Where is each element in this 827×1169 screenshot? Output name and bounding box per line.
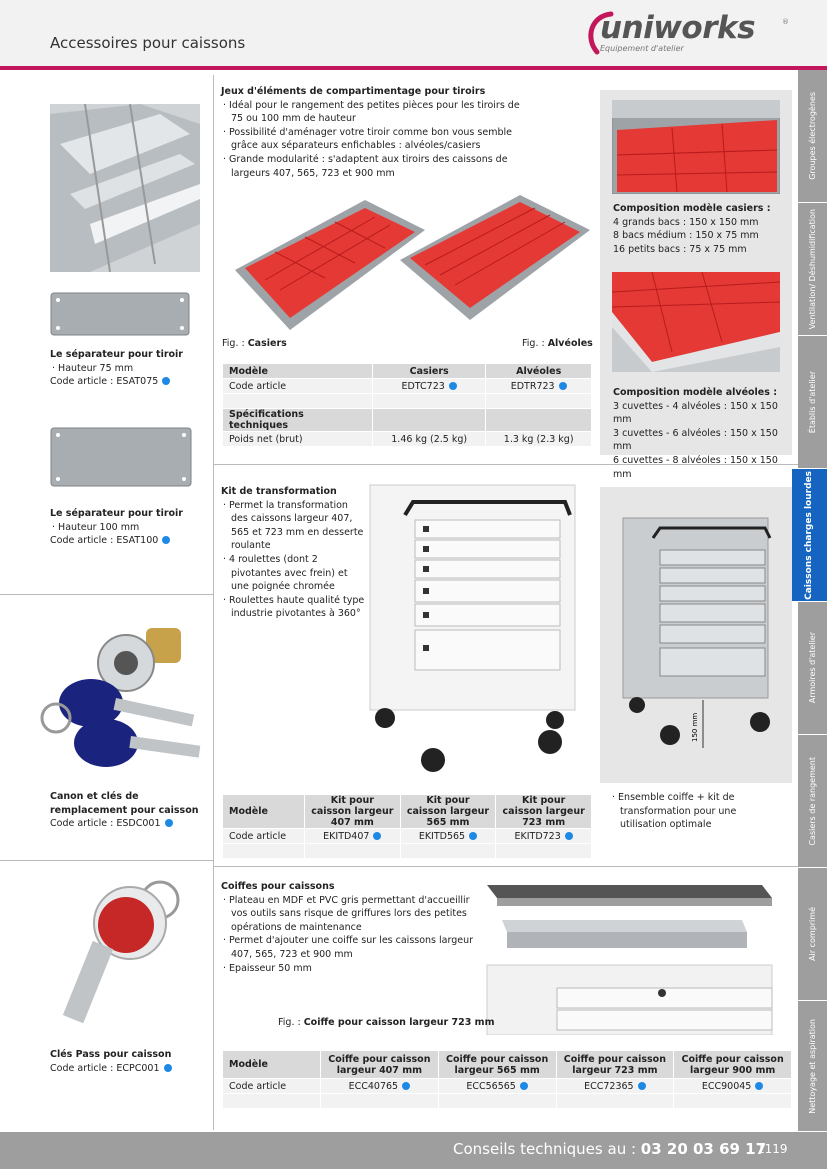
- info-dot-icon: [165, 819, 173, 827]
- bullet-item: · Roulettes haute qualité type industrie pivotantes à 360°: [223, 594, 365, 620]
- table-cell: 1.46 kg (2.5 kg): [373, 432, 486, 447]
- info-dot-icon: [520, 1082, 528, 1090]
- tab-etablis[interactable]: Établis d'atelier: [798, 336, 827, 469]
- composition-line: 16 petits bacs : 75 x 75 mm: [613, 243, 747, 255]
- tab-air-comprime[interactable]: Air comprimé: [798, 868, 827, 1001]
- composition-line: 4 grands bacs : 150 x 150 mm: [613, 216, 759, 228]
- tab-casiers[interactable]: Casiers de rangement: [798, 735, 827, 868]
- item-code: Code article : ECPC001: [50, 1062, 210, 1076]
- item-title: Canon et clés de remplacement pour caisson: [50, 791, 199, 816]
- kit-table: [222, 794, 592, 859]
- info-dot-icon: [164, 1064, 172, 1072]
- table-header-cell: Casiers: [373, 364, 486, 379]
- kit-assembled-photo: [615, 510, 780, 760]
- table-cell: ECC90045: [674, 1079, 792, 1094]
- info-dot-icon: [373, 832, 381, 840]
- table-cell: Code article: [223, 379, 373, 394]
- compartment-table: [222, 363, 592, 447]
- logo-registered: ®: [782, 18, 789, 26]
- composition-title: Composition modèle alvéoles :: [613, 387, 777, 398]
- table-cell: EDTC723: [373, 379, 486, 394]
- column-divider: [213, 75, 214, 1130]
- drawer-divider-photo: [50, 104, 200, 272]
- separator-100-block: [50, 507, 210, 548]
- info-dot-icon: [469, 832, 477, 840]
- table-cell: EKITD565: [400, 829, 496, 844]
- item-code: Code article : ESAT075: [50, 375, 210, 389]
- composition-line: 3 cuvettes - 4 alvéoles : 150 x 150 mm: [613, 400, 778, 426]
- composition-line: 6 cuvettes - 8 alvéoles : 150 x 150 mm: [613, 454, 778, 480]
- item-title: Clés Pass pour caisson: [50, 1049, 172, 1060]
- info-dot-icon: [565, 832, 573, 840]
- category-sidebar: [798, 70, 827, 1132]
- composition-title: Composition modèle casiers :: [613, 203, 771, 214]
- table-header-cell: Modèle: [223, 1051, 321, 1079]
- item-title: Le séparateur pour tiroir: [50, 349, 183, 360]
- pass-key-block: [50, 1048, 210, 1075]
- separator-100-image: [50, 427, 192, 487]
- table-cell: Code article: [223, 1079, 321, 1094]
- fig-alveoles-caption: Fig. : Alvéoles: [522, 338, 593, 349]
- page-title: Accessoires pour caissons: [50, 34, 246, 52]
- section-divider: [213, 866, 798, 867]
- coiffe-text: [221, 880, 481, 975]
- left-divider: [0, 594, 213, 595]
- table-cell: Poids net (brut): [223, 432, 373, 447]
- section-title: Coiffes pour caissons: [221, 881, 335, 892]
- coiffe-image: [482, 880, 774, 1035]
- bullet-item: · Possibilité d'aménager votre tiroir comme bon vous semble grâce aux séparateurs enfichables : alvéoles/casiers: [223, 126, 512, 152]
- brand-logo: uniworks: [600, 10, 756, 46]
- info-dot-icon: [402, 1082, 410, 1090]
- bullet-item: · Epaisseur 50 mm: [223, 962, 312, 974]
- composition-line: 3 cuvettes - 6 alvéoles : 150 x 150 mm: [613, 427, 778, 453]
- lock-block: [50, 790, 210, 831]
- item-code: Code article : ESAT100: [50, 534, 210, 548]
- info-dot-icon: [559, 382, 567, 390]
- header-rule: [0, 66, 827, 70]
- table-header-cell: Kit pour caisson largeur 723 mm: [496, 795, 592, 829]
- kit-note: · Ensemble coiffe + kit de transformation pour une utilisation optimale: [612, 792, 737, 831]
- bullet-item: · 4 roulettes (dont 2 pivotantes avec frein) et une poignée chromée: [223, 553, 348, 593]
- table-header-cell: Modèle: [223, 364, 373, 379]
- table-cell: EKITD407: [305, 829, 401, 844]
- bullet-item: · Grande modularité : s'adaptent aux tiroirs des caissons de largeurs 407, 565, 723 et 900 mm: [223, 153, 508, 179]
- table-header-cell: Coiffe pour caisson largeur 723 mm: [556, 1051, 674, 1079]
- tab-armoires[interactable]: Armoires d'atelier: [798, 602, 827, 735]
- info-dot-icon: [638, 1082, 646, 1090]
- table-header-cell: Kit pour caisson largeur 407 mm: [305, 795, 401, 829]
- section-title: Kit de transformation: [221, 486, 337, 497]
- item-bullet: · Hauteur 100 mm: [52, 521, 140, 533]
- table-header-cell: Coiffe pour caisson largeur 900 mm: [674, 1051, 792, 1079]
- table-cell: ECC40765: [321, 1079, 439, 1094]
- tab-ventilation[interactable]: Ventilation/ Déshumidification: [798, 203, 827, 336]
- table-cell: ECC56565: [438, 1079, 556, 1094]
- page-number: 1119: [757, 1142, 788, 1156]
- bullet-item: · Permet la transformation des caissons largeur 407, 565 et 723 mm en desserte roulante: [223, 499, 364, 552]
- info-dot-icon: [755, 1082, 763, 1090]
- table-header-cell: Kit pour caisson largeur 565 mm: [400, 795, 496, 829]
- info-dot-icon: [162, 377, 170, 385]
- footer-contact: Conseils techniques au : 03 20 03 69 17: [453, 1140, 767, 1158]
- casiers-composition-photo: [612, 100, 780, 194]
- logo-tagline: Equipement d'atelier: [600, 44, 684, 53]
- alveoles-composition-text: [613, 386, 798, 481]
- pass-key-image: [40, 875, 190, 1040]
- bullet-item: · Plateau en MDF et PVC gris permettant d'accueillir vos outils sans risque de griffures lors des petites opérations de maintenance: [223, 894, 470, 933]
- table-header-cell: Coiffe pour caisson largeur 565 mm: [438, 1051, 556, 1079]
- coiffe-table: [222, 1050, 792, 1109]
- left-divider: [0, 860, 213, 861]
- compartment-text: [221, 85, 526, 180]
- item-title: Le séparateur pour tiroir: [50, 508, 183, 519]
- alveoles-composition-photo: [612, 272, 780, 372]
- table-cell: Code article: [223, 829, 305, 844]
- tab-groupes-electrogenes[interactable]: Groupes électrogènes: [798, 70, 827, 203]
- table-cell: 1.3 kg (2.3 kg): [486, 432, 592, 447]
- fig-casiers-caption: Fig. : Casiers: [222, 338, 287, 349]
- tab-caissons[interactable]: Caissons charges lourdes: [792, 469, 827, 602]
- fig-coiffe-caption: Fig. : Coiffe pour caisson largeur 723 mm: [278, 1017, 495, 1028]
- drawer-trays-image: [220, 180, 595, 340]
- kit-cabinet-image: [365, 480, 580, 775]
- table-cell: ECC72365: [556, 1079, 674, 1094]
- info-dot-icon: [162, 536, 170, 544]
- table-header-cell: Alvéoles: [486, 364, 592, 379]
- item-code: Code article : ESDC001: [50, 817, 210, 831]
- composition-line: 8 bacs médium : 150 x 75 mm: [613, 230, 759, 242]
- separator-75-block: [50, 348, 210, 389]
- table-header-cell: Modèle: [223, 795, 305, 829]
- table-cell: EKITD723: [496, 829, 592, 844]
- info-dot-icon: [449, 382, 457, 390]
- bullet-item: · Permet d'ajouter une coiffe sur les caissons largeur 407, 565, 723 et 900 mm: [223, 935, 474, 960]
- tab-nettoyage[interactable]: Nettoyage et aspiration: [798, 1001, 827, 1132]
- separator-75-image: [50, 292, 190, 336]
- table-header-cell: Coiffe pour caisson largeur 407 mm: [321, 1051, 439, 1079]
- table-cell: EDTR723: [486, 379, 592, 394]
- item-bullet: · Hauteur 75 mm: [52, 362, 134, 374]
- lock-cylinder-keys-image: [36, 618, 206, 783]
- kit-text: [221, 485, 366, 621]
- dimension-label: 150 mm: [691, 712, 699, 742]
- casiers-composition-text: [613, 202, 793, 256]
- bullet-item: · Idéal pour le rangement des petites pièces pour les tiroirs de 75 ou 100 mm de hauteur: [223, 99, 520, 125]
- section-title: Jeux d'éléments de compartimentage pour tiroirs: [221, 86, 486, 97]
- table-header-cell: Spécifications techniques: [223, 409, 373, 432]
